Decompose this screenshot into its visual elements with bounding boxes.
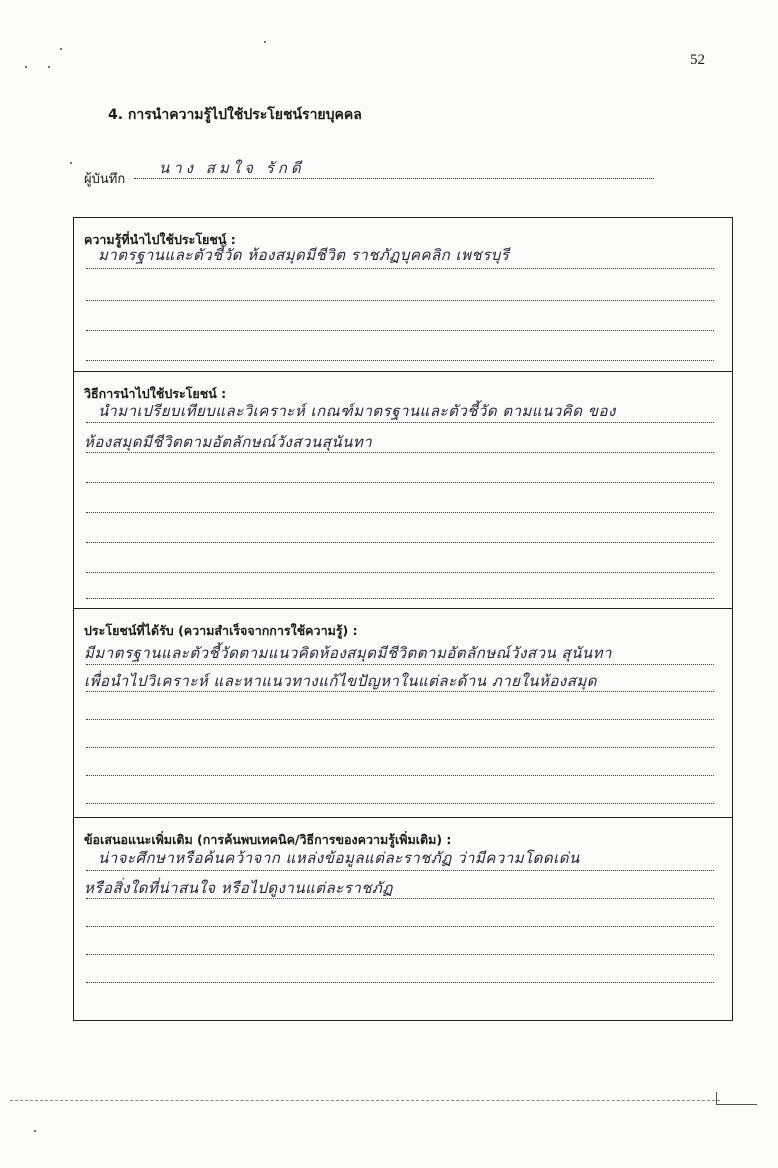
recorder-row	[84, 152, 654, 187]
dotted-line	[86, 954, 714, 955]
dotted-line	[86, 422, 714, 423]
footer-dashed-line	[10, 1100, 720, 1101]
scan-speck	[264, 41, 266, 43]
page-number: 52	[690, 52, 705, 68]
handwriting-line: นำมาเปรียบเทียบและวิเคราะห์ เกณฑ์มาตรฐานและตัวชี้วัด ตามแนวคิด ของ	[98, 402, 616, 420]
dotted-line	[86, 982, 714, 983]
dotted-line	[86, 542, 714, 543]
section-heading: 4. การนำความรู้ไปใช้ประโยชน์รายบุคคล	[108, 107, 362, 123]
scan-speck	[48, 66, 50, 68]
handwriting-line: มาตรฐานและตัวชี้วัด ห้องสมุดมีชีวิต ราชภัฏบุคคลิก เพชรบุรี	[98, 246, 510, 264]
section-benefits	[74, 609, 732, 818]
section-method-of-use	[74, 372, 732, 609]
dotted-line	[86, 719, 714, 720]
dotted-line	[86, 926, 714, 927]
dotted-line	[86, 330, 714, 331]
corner-mark	[716, 1092, 757, 1105]
recorder-label: ผู้บันทึก	[84, 172, 126, 187]
knowledge-form	[73, 217, 733, 1021]
section-label: ข้อเสนอแนะเพิ่มเติม (การค้นพบเทคนิค/วิธีการของความรู้เพิ่มเติม) :	[84, 832, 452, 847]
handwriting-line: หรือสิ่งใดที่น่าสนใจ หรือไปดูงานแต่ละราชภัฏ	[84, 879, 393, 897]
handwriting-line: เพื่อนำไปวิเคราะห์ และหาแนวทางแก้ไขปัญหาในแต่ละด้าน ภายในห้องสมุด	[84, 672, 598, 690]
dotted-line	[86, 870, 714, 871]
recorder-name-handwriting: นาง สมใจ รักดี	[159, 159, 305, 177]
scan-speck	[70, 162, 72, 164]
dotted-line	[86, 300, 714, 301]
dotted-line	[86, 664, 714, 665]
handwriting-line: ห้องสมุดมีชีวิตตามอัตลักษณ์วังสวนสุนันทา	[84, 433, 373, 451]
section-label: ประโยชน์ที่ได้รับ (ความสำเร็จจากการใช้ความรู้) :	[84, 623, 358, 638]
section-label: ความรู้ที่นำไปใช้ประโยชน์ :	[84, 232, 236, 247]
dotted-line	[86, 775, 714, 776]
handwriting-line: น่าจะศึกษาหรือค้นคว้าจาก แหล่งข้อมูลแต่ละราชภัฏ ว่ามีความโดดเด่น	[98, 849, 580, 867]
dotted-line	[86, 268, 714, 269]
dotted-line	[86, 360, 714, 361]
scan-speck	[34, 1130, 36, 1132]
dotted-line	[86, 598, 714, 599]
dotted-line	[86, 747, 714, 748]
scan-speck	[60, 48, 62, 50]
dotted-line	[86, 691, 714, 692]
dotted-line	[86, 898, 714, 899]
section-suggestions	[74, 818, 732, 1022]
dotted-line	[86, 572, 714, 573]
dotted-line	[86, 512, 714, 513]
dotted-line	[86, 803, 714, 804]
handwriting-line: มีมาตรฐานและตัวชี้วัดตามแนวคิดห้องสมุดมีชีวิตตามอัตลักษณ์วังสวน สุนันทา	[84, 644, 612, 662]
section-knowledge-used	[74, 218, 732, 372]
dotted-line	[86, 482, 714, 483]
section-label: วิธีการนำไปใช้ประโยชน์ :	[84, 386, 227, 401]
dotted-line	[86, 452, 714, 453]
scan-speck	[25, 66, 27, 68]
